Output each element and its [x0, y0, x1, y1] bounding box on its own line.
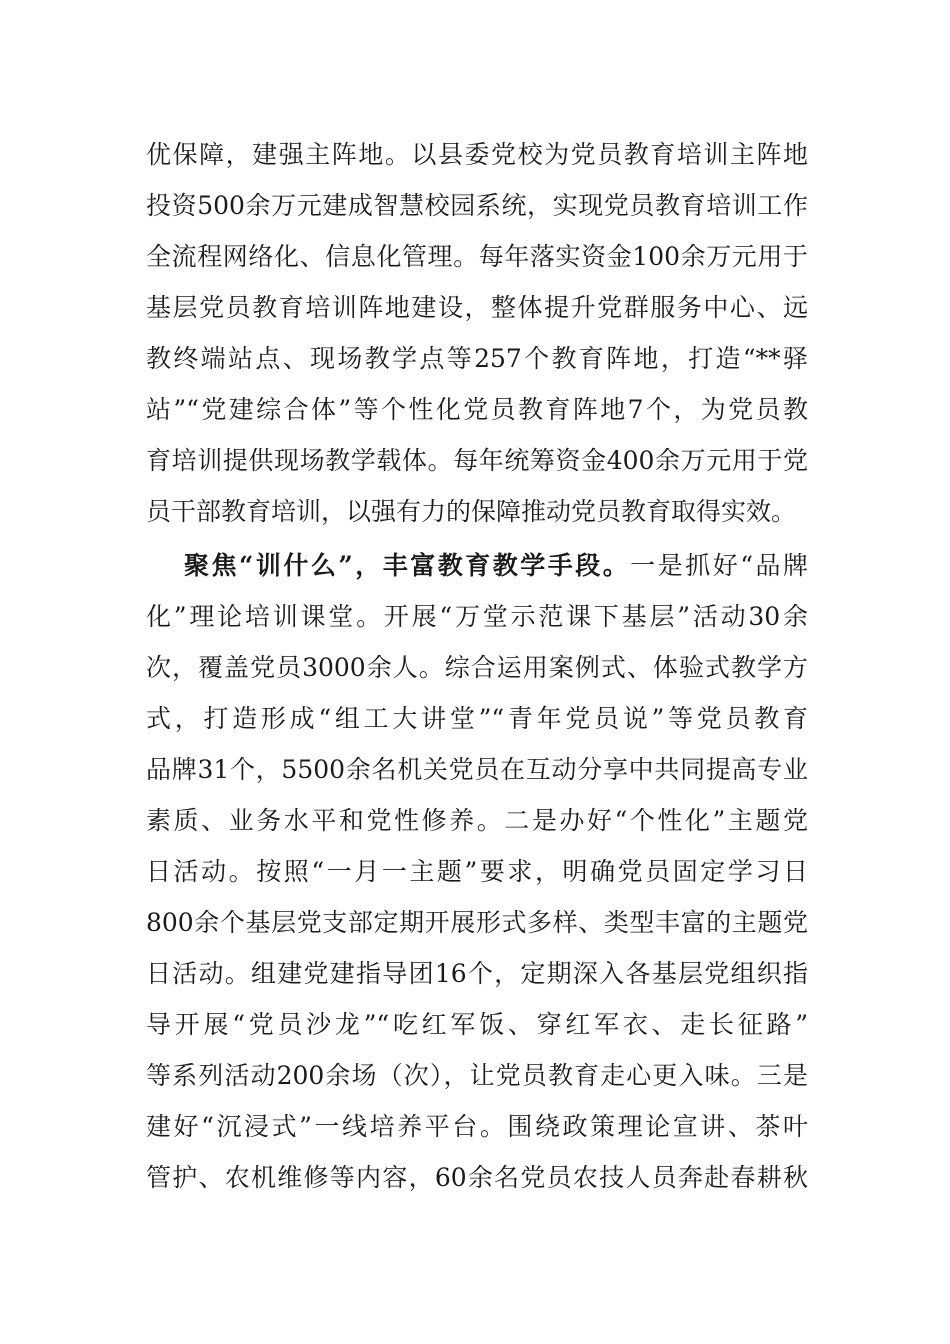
paragraph-1-line: 教终端站点、现场教学点等257个教育阵地，打造“**驿	[146, 344, 808, 373]
paragraph-2-line: 品牌31个，5500余名机关党员在互动分享中共同提高专业	[146, 755, 808, 784]
paragraph-2-line: 800余个基层党支部定期开展形式多样、类型丰富的主题党	[146, 908, 808, 937]
paragraph-2-line: 导开展“党员沙龙”“吃红军饭、穿红军衣、走长征路”	[146, 1010, 808, 1039]
paragraph-2-line: 式，打造形成“组工大讲堂”“青年党员说”等党员教育	[146, 704, 808, 733]
paragraph-2-heading: 聚焦“训什么”，丰富教育教学手段。	[184, 551, 631, 580]
paragraph-2-line: 化”理论培训课堂。开展“万堂示范课下基层”活动30余	[146, 602, 808, 631]
paragraph-1	[146, 129, 808, 537]
paragraph-2-first-line-rest: 一是抓好“品牌	[630, 551, 808, 580]
paragraph-2	[146, 540, 808, 1203]
paragraph-1-line: 站”“党建综合体”等个性化党员教育阵地7个，为党员教	[146, 395, 808, 424]
paragraph-2-line: 日活动。组建党建指导团16个，定期深入各基层党组织指	[146, 959, 808, 988]
paragraph-1-line: 全流程网络化、信息化管理。每年落实资金100余万元用于	[146, 242, 808, 271]
paragraph-1-line: 员干部教育培训，以强有力的保障推动党员教育取得实效。	[146, 497, 797, 526]
paragraph-2-line: 素质、业务水平和党性修养。二是办好“个性化”主题党	[146, 806, 808, 835]
paragraph-1-line: 基层党员教育培训阵地建设，整体提升党群服务中心、远	[146, 293, 808, 322]
paragraph-2-line: 次，覆盖党员3000余人。综合运用案例式、体验式教学方	[146, 653, 808, 682]
paragraph-1-line: 优保障，建强主阵地。以县委党校为党员教育培训主阵地	[146, 140, 808, 169]
paragraph-2-line: 等系列活动200余场（次），让党员教育走心更入味。三是	[146, 1061, 808, 1090]
paragraph-2-line: 管护、农机维修等内容，60余名党员农技人员奔赴春耕秋	[146, 1163, 808, 1192]
paragraph-1-line: 投资500余万元建成智慧校园系统，实现党员教育培训工作	[146, 191, 808, 220]
paragraph-2-line: 日活动。按照“一月一主题”要求，明确党员固定学习日	[146, 857, 808, 886]
paragraph-1-line: 育培训提供现场教学载体。每年统筹资金400余万元用于党	[146, 446, 808, 475]
paragraph-2-first-line	[146, 540, 808, 591]
paragraph-2-line: 建好“沉浸式”一线培养平台。围绕政策理论宣讲、茶叶	[146, 1112, 808, 1141]
